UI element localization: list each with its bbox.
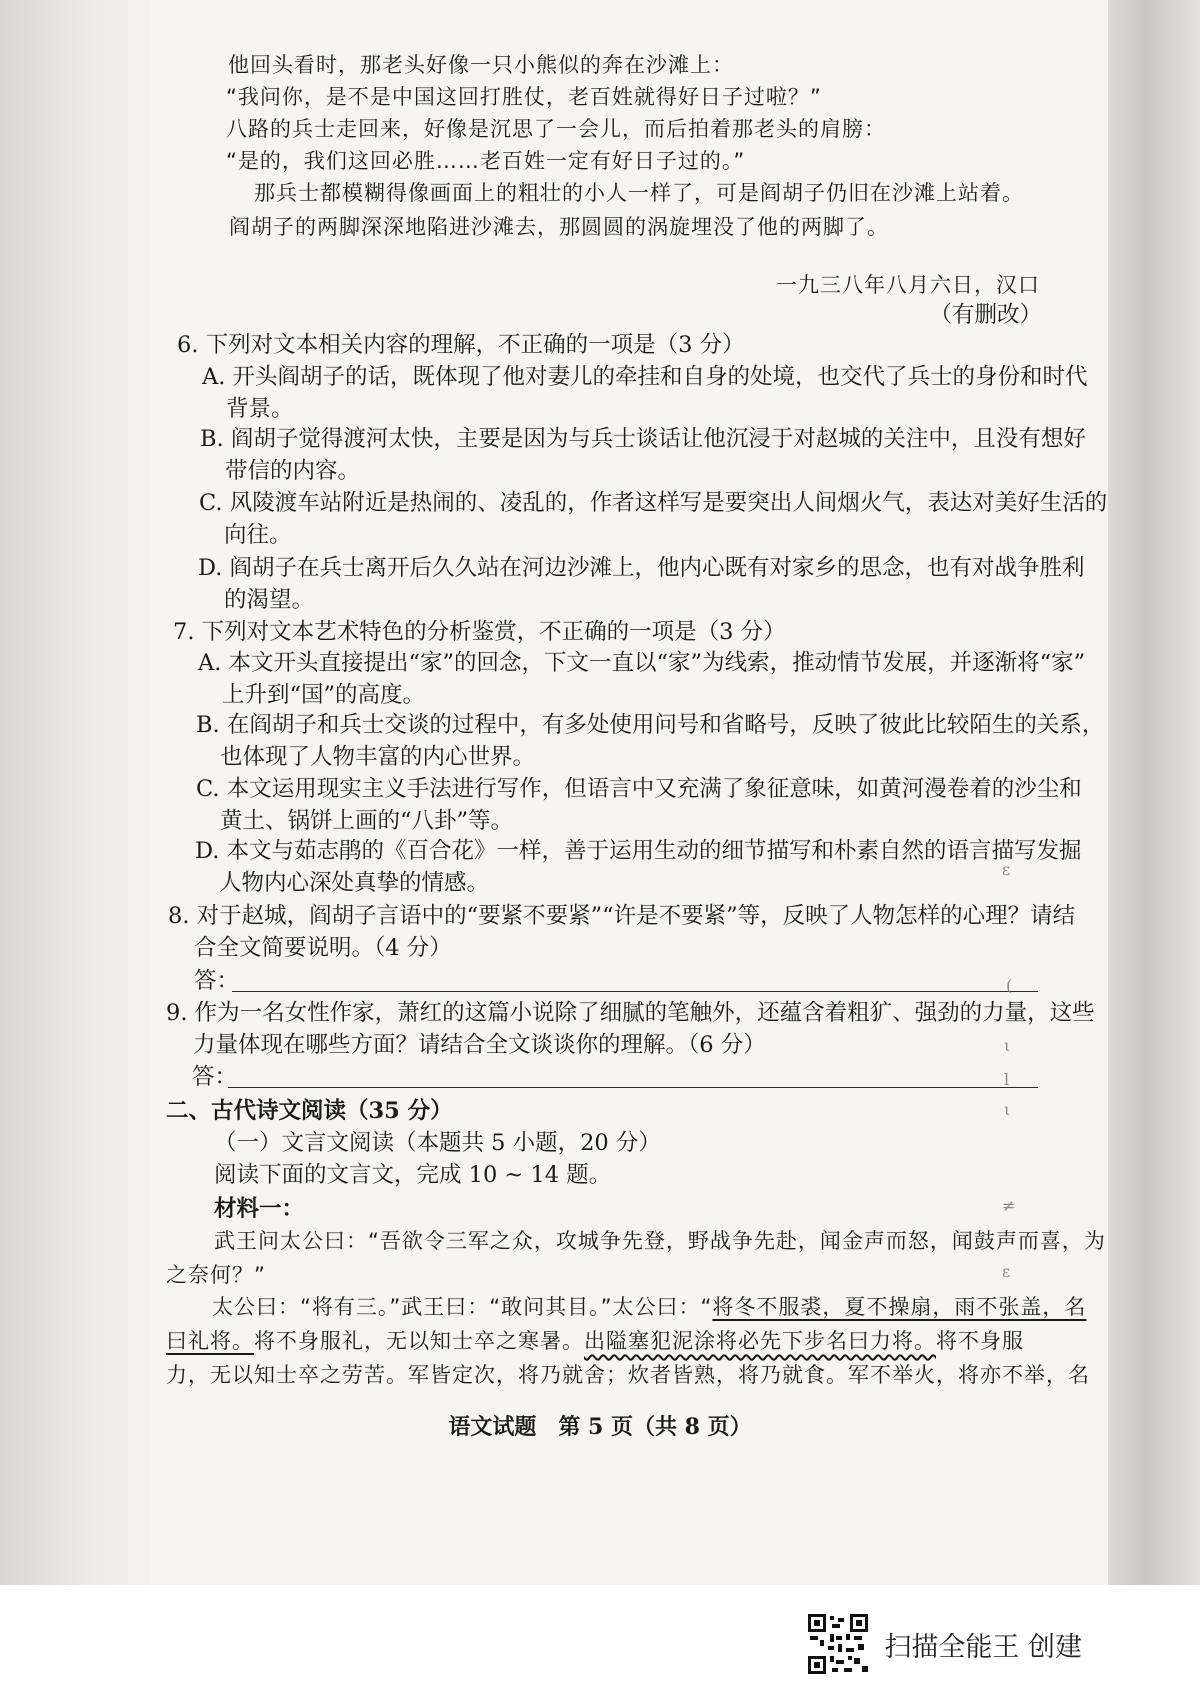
classical-text-underlined: 曰礼将。	[166, 1329, 254, 1353]
classical-text-line: 之奈何？”	[166, 1263, 266, 1287]
margin-mark: ≠	[1002, 1196, 1016, 1215]
q9-answer-line[interactable]	[228, 1087, 1038, 1088]
classical-text-line	[166, 1326, 1024, 1356]
q7-stem: 7. 下列对文本艺术特色的分析鉴赏，不正确的一项是（3 分）	[173, 619, 786, 645]
q7-option-c: C. 本文运用现实主义手法进行写作，但语言中又充满了象征意味，如黄河漫卷着的沙尘和	[196, 776, 1082, 802]
q6-option-c: C. 风陵渡车站附近是热闹的、凌乱的，作者这样写是要突出人间烟火气，表达对美好生活的	[199, 490, 1108, 516]
scan-right-edge	[1108, 0, 1200, 1585]
scan-left-shadow	[0, 0, 150, 1585]
classical-text-line: 武王问太公曰：“吾欲令三军之众，攻城争先登，野战争先赴，闻金声而怒，闻鼓声而喜，为	[214, 1229, 1106, 1253]
q6-option-d-cont: 的渴望。	[224, 587, 315, 613]
q7-option-d-cont: 人物内心深处真挚的情感。	[219, 870, 490, 896]
edit-note: （有删改）	[929, 302, 1042, 328]
classical-text-plain: 将不身服	[936, 1329, 1024, 1353]
q7-option-b: B. 在阎胡子和兵士交谈的过程中，有多处使用问号和省略号，反映了彼此比较陌生的关系，	[196, 712, 1105, 738]
date-line: 一九三八年八月六日，汉口	[776, 273, 1040, 297]
q8-stem-cont: 合全文简要说明。（4 分）	[194, 935, 452, 961]
qr-code-icon	[806, 1612, 870, 1676]
q8-stem: 8. 对于赵城，阎胡子言语中的“要紧不要紧”“许是不要紧”等，反映了人物怎样的心理？请结	[168, 903, 1076, 929]
section-2-instruction: 阅读下面的文言文，完成 10 ~ 14 题。	[214, 1162, 612, 1188]
passage-line: “我问你，是不是中国这回打胜仗，老百姓就得好日子过啦？”	[226, 85, 822, 109]
q9-stem: 9. 作为一名女性作家，萧红的这篇小说除了细腻的笔触外，还蕴含着粗犷、强劲的力量，这些	[166, 1000, 1095, 1026]
margin-mark: l	[1004, 1070, 1010, 1089]
q6-option-a: A. 开头阎胡子的话，既体现了他对妻儿的牵挂和自身的处境，也交代了兵士的身份和时代	[202, 364, 1088, 390]
passage-line: “是的，我们这回必胜……老百姓一定有好日子过的。”	[226, 149, 746, 173]
q7-option-d: D. 本文与茹志鹃的《百合花》一样，善于运用生动的细节描写和朴素自然的语言描写发掘	[195, 838, 1082, 864]
q6-option-c-cont: 向往。	[224, 522, 292, 548]
section-2-subtitle: （一）文言文阅读（本题共 5 小题，20 分）	[214, 1130, 661, 1156]
passage-line: 阎胡子的两脚深深地陷进沙滩去，那圆圆的涡旋埋没了他的两脚了。	[229, 215, 889, 239]
margin-mark: ε	[1002, 1262, 1011, 1281]
margin-mark: ι	[1004, 1036, 1011, 1055]
classical-text-line: 力，无以知士卒之劳苦。军皆定次，将乃就舍；炊者皆熟，将乃就食。军不举火，将亦不举，名	[166, 1363, 1090, 1387]
q6-stem: 6. 下列对文本相关内容的理解，不正确的一项是（3 分）	[177, 332, 745, 358]
q7-option-c-cont: 黄土、锅饼上画的“八卦”等。	[220, 808, 514, 834]
q9-answer-label: 答：	[192, 1064, 238, 1090]
classical-text-plain: 将不身服礼，无以知士卒之寒暑。	[254, 1329, 584, 1353]
q9-stem-cont: 力量体现在哪些方面？请结合全文谈谈你的理解。（6 分）	[193, 1032, 766, 1058]
q7-option-a-cont: 上升到“国”的高度。	[222, 682, 426, 708]
margin-mark: ι	[1004, 1100, 1011, 1119]
passage-line: 八路的兵士走回来，好像是沉思了一会儿，而后拍着那老头的肩膀：	[226, 117, 886, 141]
classical-text-wavy-underlined: 出隘塞犯泥涂将必先下步名曰力将。	[584, 1329, 936, 1353]
material-1-label: 材料一：	[214, 1196, 305, 1222]
margin-mark: ε	[1002, 860, 1011, 879]
passage-line: 他回头看时，那老头好像一只小熊似的奔在沙滩上：	[228, 53, 734, 77]
q6-option-d: D. 阎胡子在兵士离开后久久站在河边沙滩上，他内心既有对家乡的思念，也有对战争胜利	[198, 555, 1085, 581]
classical-text-plain: 太公曰：“将有三。”武王曰：“敢问其目。”太公曰：“	[212, 1295, 713, 1319]
q7-option-b-cont: 也体现了人物丰富的内心世界。	[220, 744, 536, 770]
scanner-label: 扫描全能王 创建	[884, 1631, 1082, 1663]
classical-text-underlined: 将冬不服裘，夏不操扇，雨不张盖，名	[712, 1295, 1087, 1319]
q8-answer-label: 答：	[194, 968, 240, 994]
q7-option-a: A. 本文开头直接提出“家”的回念，下文一直以“家”为线索，推动情节发展，并逐渐将“家”	[198, 650, 1086, 676]
q8-answer-line[interactable]	[232, 991, 1038, 992]
margin-mark: (	[1006, 976, 1013, 995]
q6-option-a-cont: 背景。	[226, 396, 294, 422]
scanner-watermark	[806, 1612, 1082, 1676]
q6-option-b: B. 阎胡子觉得渡河太快，主要是因为与兵士谈话让他沉浸于对赵城的关注中，且没有想好	[200, 426, 1086, 452]
page-footer: 语文试题 第 5 页（共 8 页）	[448, 1414, 752, 1440]
section-2-title: 二、古代诗文阅读（35 分）	[166, 1098, 453, 1124]
classical-text-line	[212, 1292, 1086, 1322]
passage-line: 那兵士都模糊得像画面上的粗壮的小人一样了，可是阎胡子仍旧在沙滩上站着。	[254, 181, 1024, 205]
q6-option-b-cont: 带信的内容。	[225, 458, 361, 484]
